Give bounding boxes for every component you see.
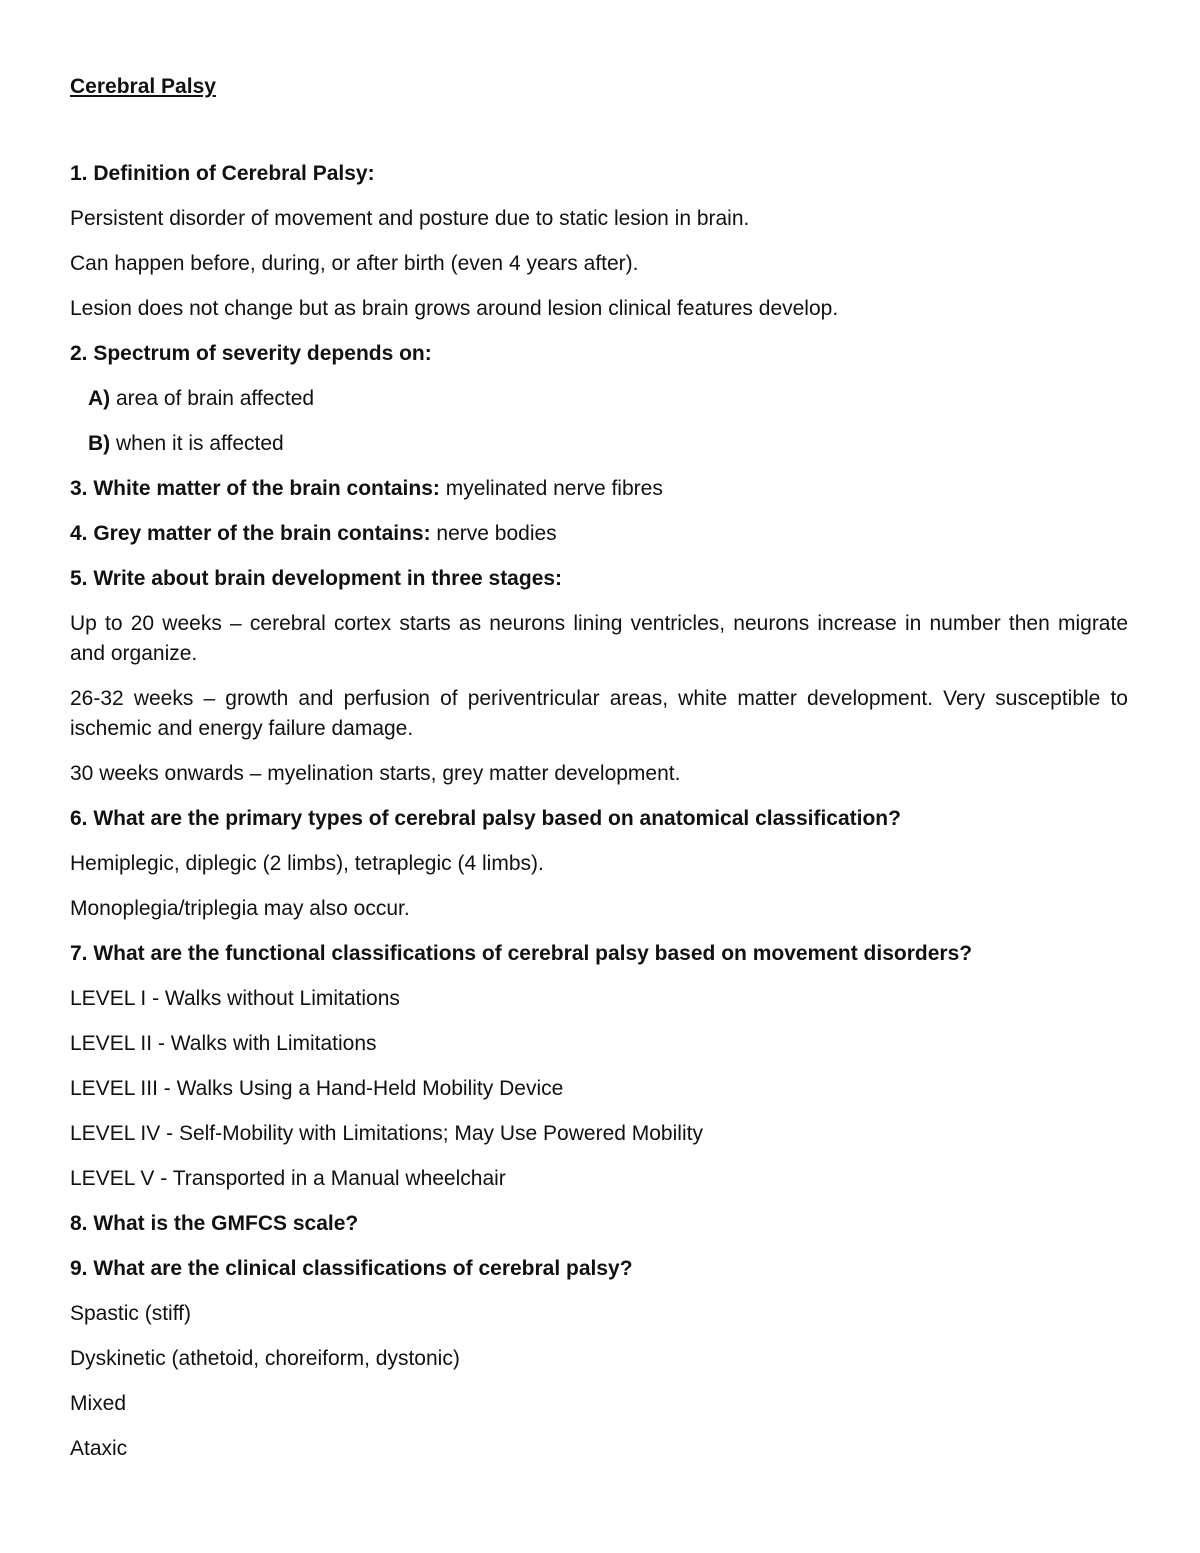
section-6-heading: 6. What are the primary types of cerebral palsy based on anatomical classification? [70,807,901,830]
section-9-line: Mixed [70,1392,127,1415]
section-5-line: 30 weeks onwards – myelination starts, grey matter development. [70,762,681,785]
section-3 [70,474,1128,504]
section-2-item-text: when it is affected [110,432,284,455]
section-2-heading: 2. Spectrum of severity depends on: [70,342,432,365]
section-7-heading: 7. What are the functional classifications of cerebral palsy based on movement disorders? [70,942,973,965]
section-4-answer: nerve bodies [430,522,557,545]
section-1-heading: 1. Definition of Cerebral Palsy: [70,162,375,185]
section-5-heading: 5. Write about brain development in three stages: [70,567,563,590]
section-2-item-text: area of brain affected [110,387,315,410]
section-2-item-label: A) [88,387,111,410]
section-9-line: Dyskinetic (athetoid, choreiform, dystonic) [70,1347,460,1370]
document-page [70,72,1128,1479]
section-7-level: LEVEL II - Walks with Limitations [70,1032,377,1055]
section-2-item [70,429,1128,459]
section-6-line: Hemiplegic, diplegic (2 limbs), tetraplegic (4 limbs). [70,852,544,875]
section-5-line: 26-32 weeks – growth and perfusion of periventricular areas, white matter development. Very susceptible to ischemic and energy failure damage. [70,687,1128,740]
section-7-level: LEVEL V - Transported in a Manual wheelchair [70,1167,506,1190]
section-3-heading: 3. White matter of the brain contains: [70,477,440,500]
section-5-line: Up to 20 weeks – cerebral cortex starts as neurons lining ventricles, neurons increase in number then migrate and organize. [70,612,1128,665]
section-2-item-label: B) [88,432,111,455]
section-7-level: LEVEL IV - Self-Mobility with Limitations; May Use Powered Mobility [70,1122,703,1145]
document-title: Cerebral Palsy [70,75,216,98]
section-1-line: Persistent disorder of movement and posture due to static lesion in brain. [70,207,750,230]
section-6-line: Monoplegia/triplegia may also occur. [70,897,410,920]
section-9-line: Ataxic [70,1437,128,1460]
section-4 [70,519,1128,549]
section-9-heading: 9. What are the clinical classifications of cerebral palsy? [70,1257,633,1280]
section-3-answer: myelinated nerve fibres [439,477,663,500]
section-1-line: Can happen before, during, or after birth (even 4 years after). [70,252,639,275]
section-8-heading: 8. What is the GMFCS scale? [70,1212,359,1235]
section-7-level: LEVEL III - Walks Using a Hand-Held Mobility Device [70,1077,564,1100]
section-9-line: Spastic (stiff) [70,1302,191,1325]
section-4-heading: 4. Grey matter of the brain contains: [70,522,431,545]
section-2-item [70,384,1128,414]
section-1-line: Lesion does not change but as brain grows around lesion clinical features develop. [70,297,839,320]
section-7-level: LEVEL I - Walks without Limitations [70,987,400,1010]
